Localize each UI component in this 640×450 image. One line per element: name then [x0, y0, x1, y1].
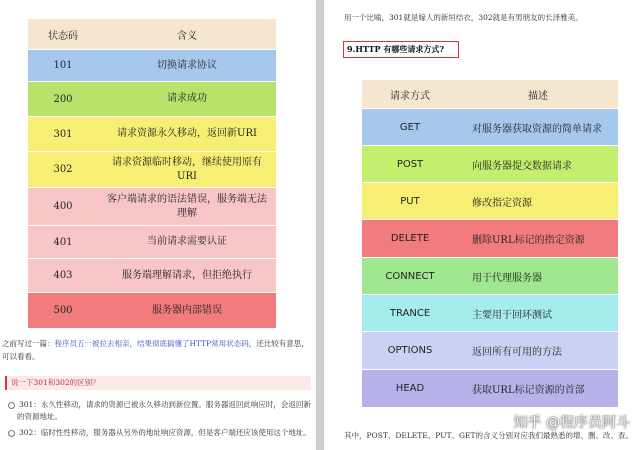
status-code: 401 — [28, 226, 98, 259]
method-description: 向服务器提交数据请求 — [458, 146, 618, 183]
zhihu-watermark: 知乎 @程序员阿斗 — [513, 415, 630, 431]
right-page — [324, 0, 640, 450]
intro-suffix: ，还比较有意思， — [248, 339, 309, 348]
section-heading-http-methods: 9.HTTP 有哪些请求方式? — [343, 41, 459, 58]
table-row — [28, 188, 276, 226]
bullet-301 — [8, 399, 311, 410]
article-link[interactable]: 程序员五一被拉去相亲，结果彻底搞懂了HTTP常用状态码 — [54, 339, 249, 348]
http-method: CONNECT — [362, 258, 458, 295]
http-method-table — [362, 80, 618, 408]
meaning-header: 含义 — [98, 19, 276, 50]
table-row — [362, 183, 618, 220]
http-method: PUT — [362, 183, 458, 220]
metaphor-line: 用一个比喻，301就是嫁人的新垣结衣，302就是有男朋友的长泽雅美。 — [344, 13, 583, 22]
bullet-301-line2: 的资源地址。 — [17, 412, 62, 421]
method-description: 主要用于回环测试 — [458, 295, 618, 332]
status-code: 403 — [28, 259, 98, 293]
table-row — [362, 258, 618, 295]
method-description: 修改指定资源 — [458, 183, 618, 220]
status-meaning: 请求资源临时移动，继续使用原有URI — [98, 152, 276, 188]
status-code-header: 状态码 — [28, 19, 98, 50]
method-description: 获取URL标记资源的首部 — [458, 370, 618, 408]
table-row — [362, 295, 618, 332]
intro-paragraph — [2, 338, 309, 349]
status-code: 302 — [28, 152, 98, 188]
crud-note: 其中，POST、DELETE、PUT、GET的含义分别对应我们最熟悉的增、删、改、查。 — [344, 431, 633, 440]
bullet-dot-icon — [8, 430, 15, 437]
method-description: 用于代理服务器 — [458, 258, 618, 295]
status-code: 301 — [28, 117, 98, 152]
method-description: 返回所有可用的方法 — [458, 332, 618, 370]
method-description: 删除URL标记的指定资源 — [458, 220, 618, 258]
http-method: DELETE — [362, 220, 458, 258]
status-code: 400 — [28, 188, 98, 226]
status-meaning: 请求成功 — [98, 82, 276, 117]
status-table-header — [28, 19, 276, 50]
bullet-dot-icon — [8, 402, 15, 409]
http-method: POST — [362, 146, 458, 183]
status-meaning: 客户端请求的语法错误，服务端无法理解 — [98, 188, 276, 226]
table-row — [362, 146, 618, 183]
table-row — [28, 152, 276, 188]
status-meaning: 切换请求协议 — [98, 50, 276, 82]
table-row — [28, 117, 276, 152]
table-row — [28, 82, 276, 117]
method-table-header — [362, 80, 618, 109]
table-row — [362, 109, 618, 146]
http-method: GET — [362, 109, 458, 146]
bullet-302 — [8, 427, 311, 438]
status-meaning: 请求资源永久移动，返回新URI — [98, 117, 276, 152]
method-description: 对服务器获取资源的简单请求 — [458, 109, 618, 146]
section-heading-301-302: 说一下301和302的区别？ — [5, 376, 311, 390]
status-code: 200 — [28, 82, 98, 117]
bullet-301-text: 301：永久性移动，请求的资源已被永久移动到新位置。服务器返回此响应时，会返回新 — [19, 400, 311, 409]
intro-prefix: 之前写过一篇： — [2, 339, 55, 348]
table-row — [28, 50, 276, 82]
status-meaning: 服务端理解请求，但拒绝执行 — [98, 259, 276, 293]
left-page — [0, 0, 316, 450]
status-meaning: 服务器内部错误 — [98, 293, 276, 329]
description-header: 描述 — [458, 80, 618, 109]
bullet-302-text: 302：临时性性移动，服务器从另外的地址响应资源，但是客户端还应该使用这个地址。 — [19, 428, 311, 437]
status-meaning: 当前请求需要认证 — [98, 226, 276, 259]
http-method: HEAD — [362, 370, 458, 408]
status-code: 101 — [28, 50, 98, 82]
intro-paragraph-line2: 可以看看。 — [2, 352, 40, 361]
table-row — [28, 226, 276, 259]
table-row — [362, 220, 618, 258]
table-row — [28, 293, 276, 329]
table-row — [362, 370, 618, 408]
table-row — [362, 332, 618, 370]
http-method: OPTIONS — [362, 332, 458, 370]
status-code: 500 — [28, 293, 98, 329]
table-row — [28, 259, 276, 293]
method-header: 请求方式 — [362, 80, 458, 109]
page-divider — [316, 0, 324, 450]
status-code-table — [28, 19, 276, 329]
http-method: TRANCE — [362, 295, 458, 332]
